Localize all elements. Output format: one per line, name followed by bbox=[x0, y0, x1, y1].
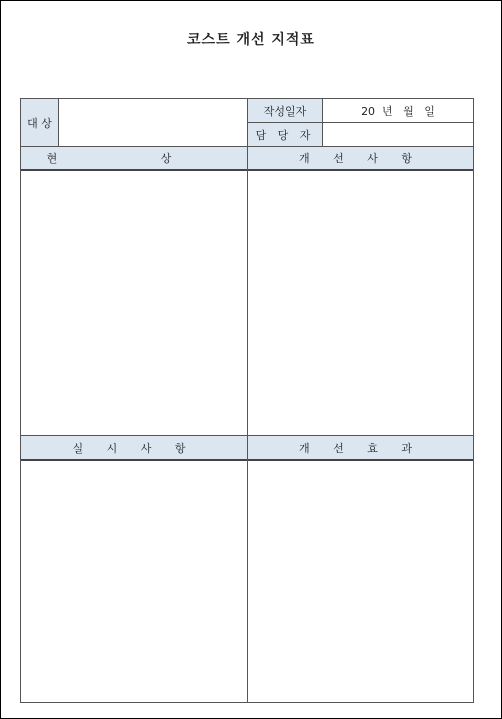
phenomenon-header: 현 상 bbox=[21, 147, 247, 169]
improvement-header: 개 선 사 항 bbox=[248, 147, 473, 169]
effect-area[interactable] bbox=[248, 461, 473, 702]
target-value-field[interactable] bbox=[59, 99, 247, 146]
column-divider bbox=[247, 147, 248, 702]
manager-label: 담 당 자 bbox=[248, 123, 322, 146]
date-label: 작성일자 bbox=[248, 99, 322, 122]
target-label: 대 상 bbox=[21, 99, 58, 146]
effect-header: 개 선 효 과 bbox=[248, 436, 473, 459]
improvement-area[interactable] bbox=[248, 171, 473, 435]
manager-value-field[interactable] bbox=[323, 123, 473, 146]
implementation-area[interactable] bbox=[21, 461, 247, 702]
date-value[interactable]: 20 년 월 일 bbox=[361, 104, 435, 118]
phenomenon-area[interactable] bbox=[21, 171, 247, 435]
page-title: 코스트 개선 지적표 bbox=[187, 32, 315, 48]
implementation-header: 실 시 사 항 bbox=[21, 436, 247, 459]
